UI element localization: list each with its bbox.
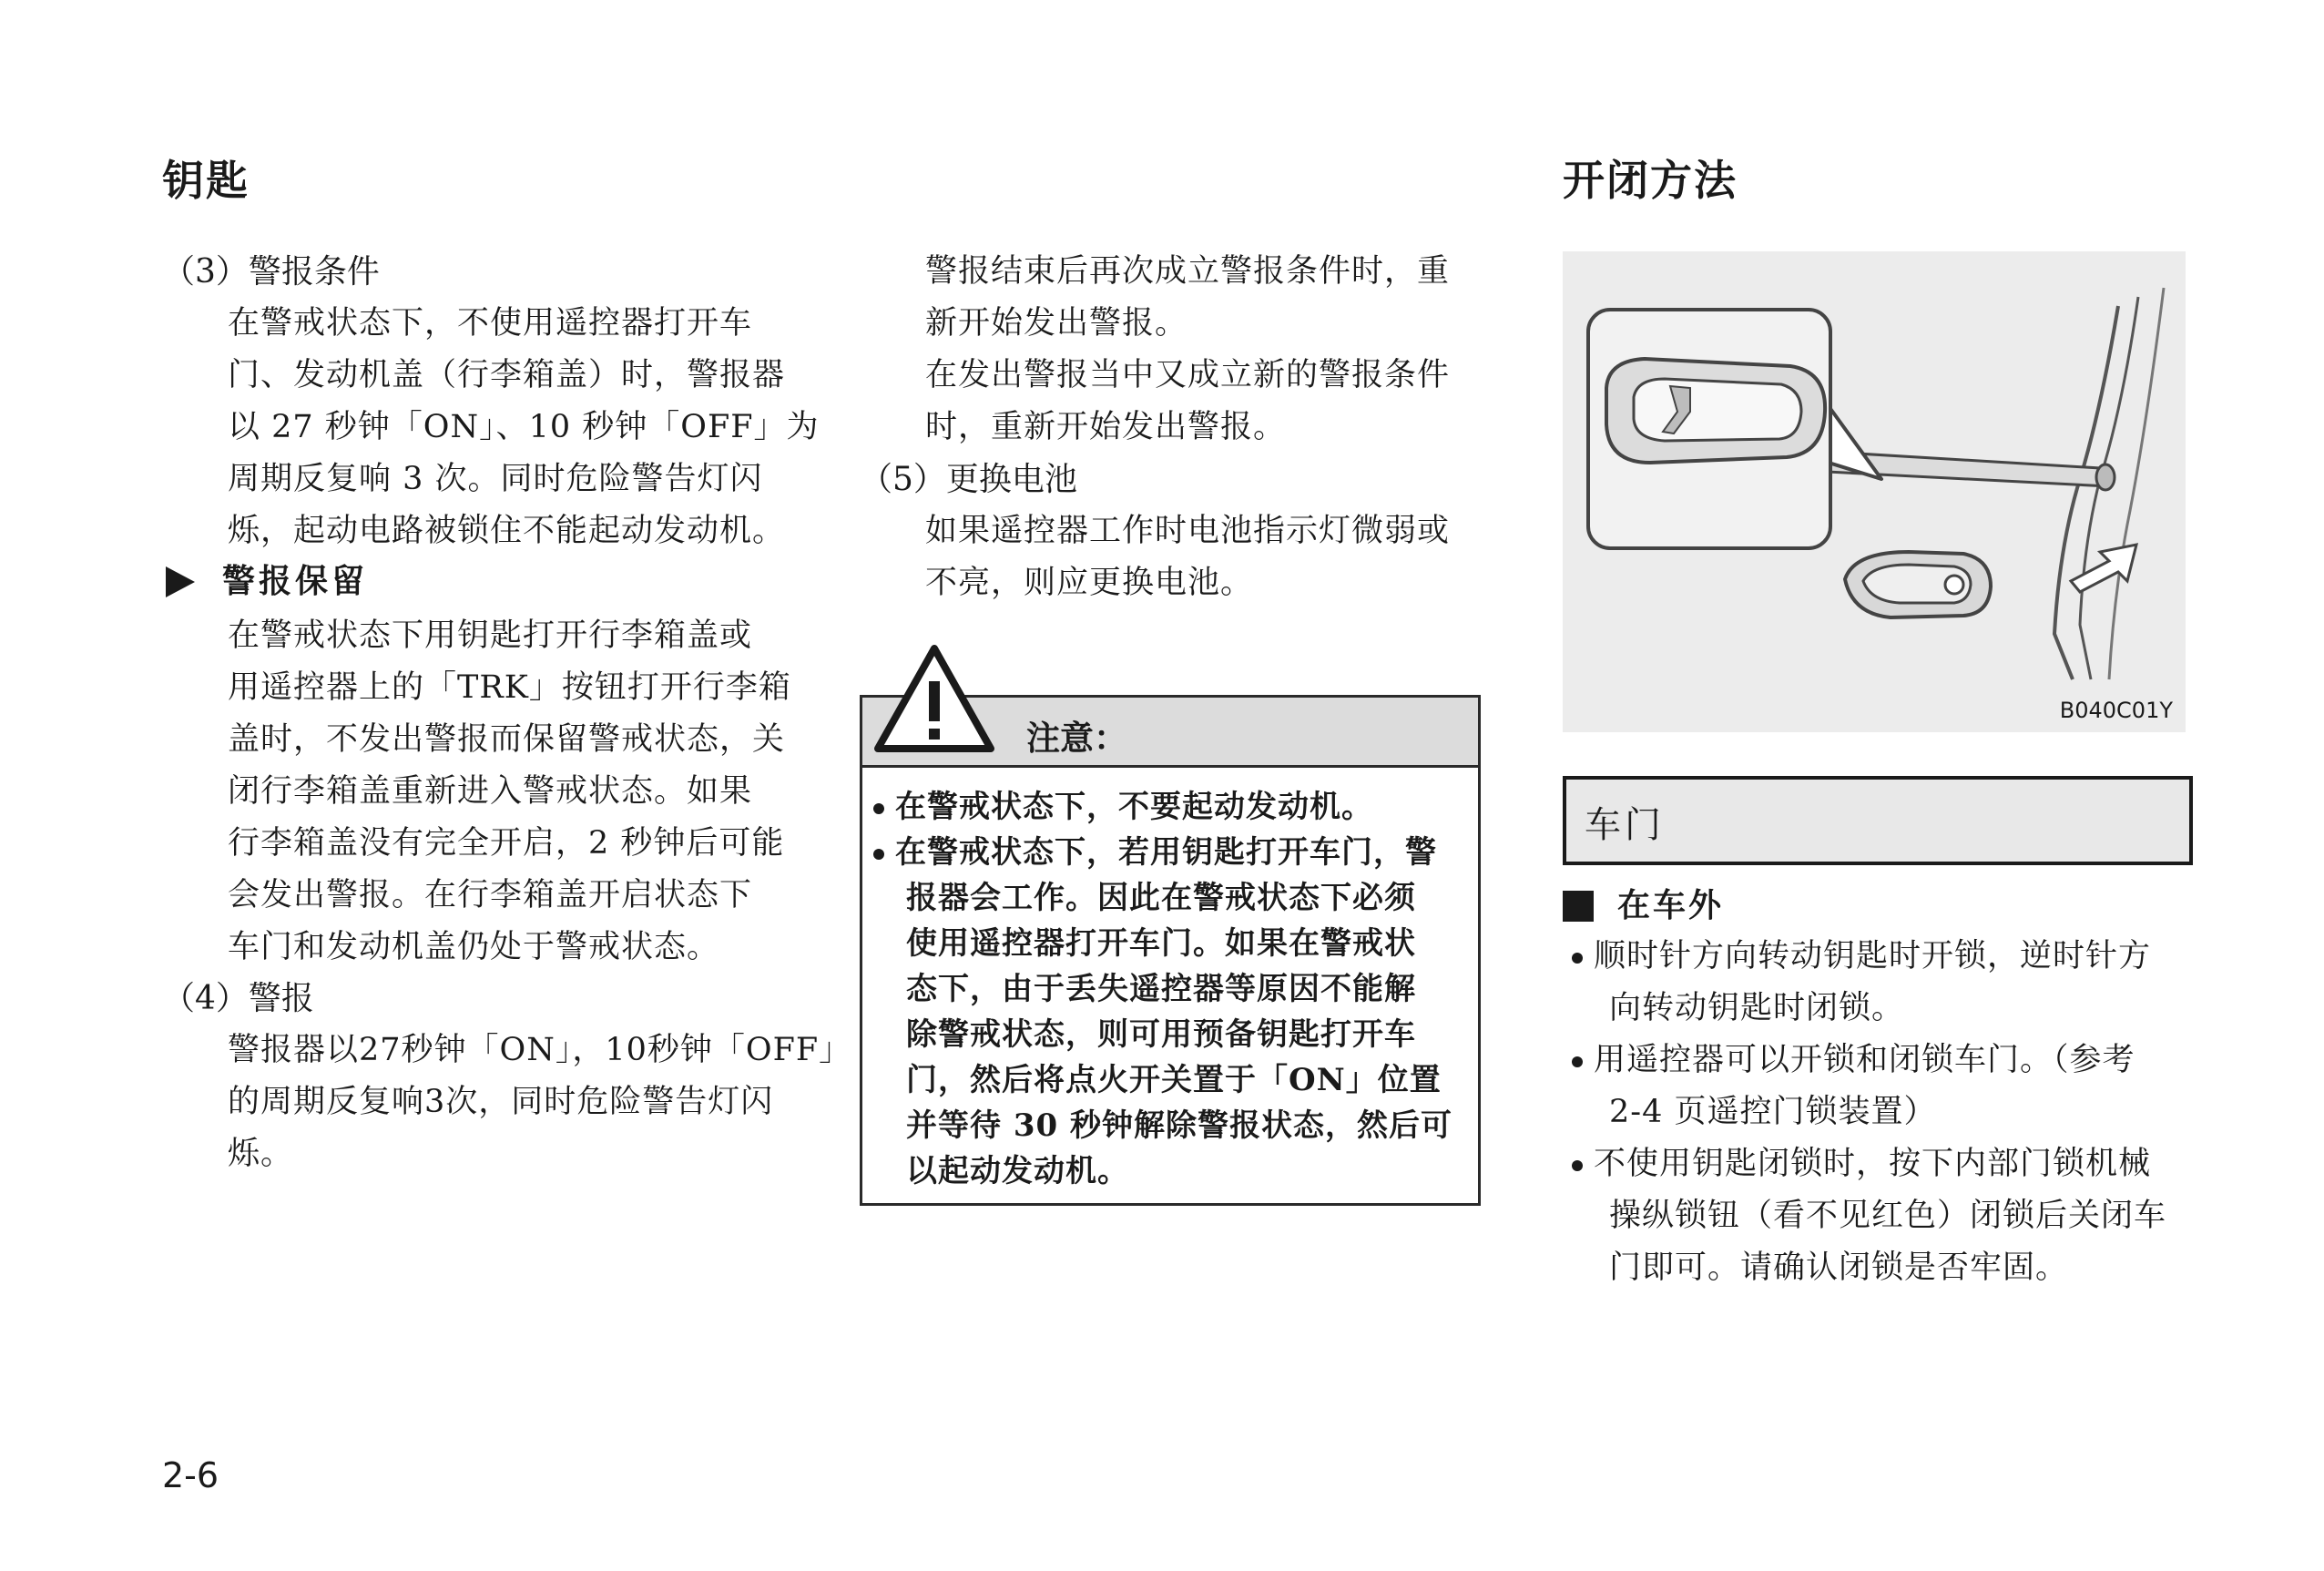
text-line: 用遥控器上的「TRK」按钮打开行李箱	[228, 669, 791, 706]
list-item	[1572, 1242, 2166, 1294]
outside-text: 顺时针方向转动钥匙时开锁，逆时针方	[1594, 938, 2152, 974]
text-line: 的周期反复响3次，同时危险警告灯闪	[228, 1084, 774, 1120]
bullet-dot-icon	[1572, 1160, 1583, 1171]
bullet-dot-icon	[1572, 953, 1583, 964]
list-item	[873, 966, 1452, 1012]
triangle-bullet-icon	[166, 566, 195, 597]
caution-text: 态下，由于丢失遥控器等原因不能解	[906, 971, 1416, 1007]
caution-text: 并等待 30 秒钟解除警报状态，然后可	[906, 1107, 1452, 1144]
right-section-title: 开闭方法	[1563, 156, 1738, 205]
list-item	[873, 875, 1452, 921]
door-lock-figure	[1563, 251, 2186, 732]
list-item	[873, 1148, 1452, 1194]
item3-body	[228, 298, 820, 557]
caution-text: 报器会工作。因此在警戒状态下必须	[906, 880, 1416, 916]
outside-text: 向转动钥匙时闭锁。	[1609, 990, 1905, 1026]
door-section-label: 车门	[1585, 804, 1665, 846]
list-item	[873, 921, 1452, 966]
page-section-title: 钥匙	[162, 156, 250, 205]
outside-text: 2-4 页遥控门锁装置）	[1609, 1094, 1937, 1130]
bullet-dot-icon	[873, 803, 884, 814]
list-item	[873, 1012, 1452, 1057]
text-line: 闭行李箱盖重新进入警戒状态。如果	[228, 773, 753, 810]
caution-title: 注意：	[1026, 719, 1127, 758]
figure-code: B040C01Y	[2059, 698, 2173, 723]
text-line: 会发出警报。在行李箱盖开启状态下	[228, 877, 753, 913]
list-item	[873, 830, 1452, 875]
warning-triangle-icon	[872, 643, 996, 754]
page-number: 2-6	[162, 1455, 219, 1495]
item3-title: （3）警报条件	[162, 253, 380, 291]
caution-text: 在警戒状态下，不要起动发动机。	[895, 789, 1373, 825]
text-line: 在发出警报当中又成立新的警报条件	[925, 357, 1451, 393]
square-bullet-icon	[1563, 891, 1594, 922]
text-line: 烁，起动电路被锁住不能起动发动机。	[228, 513, 786, 549]
text-line: 时，重新开始发出警报。	[925, 409, 1287, 445]
caution-text: 在警戒状态下，若用钥匙打开车门，警	[895, 834, 1437, 871]
text-line: 在警戒状态下用钥匙打开行李箱盖或	[228, 617, 753, 654]
text-line: 新开始发出警报。	[925, 305, 1188, 342]
item5-title: （5）更换电池	[860, 461, 1077, 498]
text-line: 警报结束后再次成立警报条件时，重	[925, 253, 1451, 290]
list-item	[1572, 1035, 2166, 1086]
caution-text: 以起动发动机。	[906, 1153, 1129, 1189]
door-section-box	[1563, 776, 2193, 865]
text-line: 行李箱盖没有完全开启，2 秒钟后可能	[228, 825, 785, 862]
list-item	[873, 1103, 1452, 1148]
outside-list	[1572, 931, 2166, 1294]
alarm-hold-body	[228, 610, 791, 974]
list-item	[1572, 1190, 2166, 1242]
outside-text: 门即可。请确认闭锁是否牢固。	[1609, 1250, 2069, 1286]
list-item	[1572, 1086, 2166, 1138]
caution-list	[873, 784, 1452, 1194]
caution-text: 门，然后将点火开关置于「ON」位置	[906, 1062, 1442, 1098]
continued-body	[925, 246, 1450, 454]
text-line: 以 27 秒钟「ON」、10 秒钟「OFF」为	[228, 409, 820, 445]
text-line: 盖时，不发出警报而保留警戒状态，关	[228, 721, 786, 758]
caution-text: 使用遥控器打开车门。如果在警戒状	[906, 925, 1416, 962]
caution-text: 除警戒状态，则可用预备钥匙打开车	[906, 1016, 1416, 1053]
text-line: 烁。	[228, 1136, 294, 1172]
bullet-dot-icon	[873, 849, 884, 860]
outside-title: 在车外	[1617, 887, 1725, 924]
outside-text: 用遥控器可以开锁和闭锁车门。（参考	[1594, 1042, 2135, 1078]
caution-box	[860, 695, 1481, 1206]
list-item	[873, 784, 1452, 830]
text-line: 车门和发动机盖仍处于警戒状态。	[228, 929, 720, 965]
list-item	[1572, 931, 2166, 983]
list-item	[1572, 983, 2166, 1035]
outside-text: 不使用钥匙闭锁时，按下内部门锁机械	[1594, 1146, 2152, 1182]
item4-body	[228, 1025, 851, 1180]
list-item	[873, 1057, 1452, 1103]
text-line: 周期反复响 3 次。同时危险警告灯闪	[228, 461, 763, 497]
text-line: 门、发动机盖（行李箱盖）时，警报器	[228, 357, 786, 393]
outside-text: 操纵锁钮（看不见红色）闭锁后关闭车	[1609, 1198, 2167, 1234]
text-line: 不亮，则应更换电池。	[925, 565, 1254, 601]
item5-body	[925, 505, 1450, 609]
list-item	[1572, 1138, 2166, 1190]
text-line: 如果遥控器工作时电池指示灯微弱或	[925, 513, 1451, 549]
door-handle-illustration	[1563, 251, 2186, 732]
bullet-dot-icon	[1572, 1056, 1583, 1067]
text-line: 在警戒状态下，不使用遥控器打开车	[228, 305, 753, 342]
alarm-hold-title: 警报保留	[222, 562, 369, 600]
item4-title: （4）警报	[162, 980, 314, 1017]
text-line: 警报器以27秒钟「ON」，10秒钟「OFF」	[228, 1032, 852, 1068]
